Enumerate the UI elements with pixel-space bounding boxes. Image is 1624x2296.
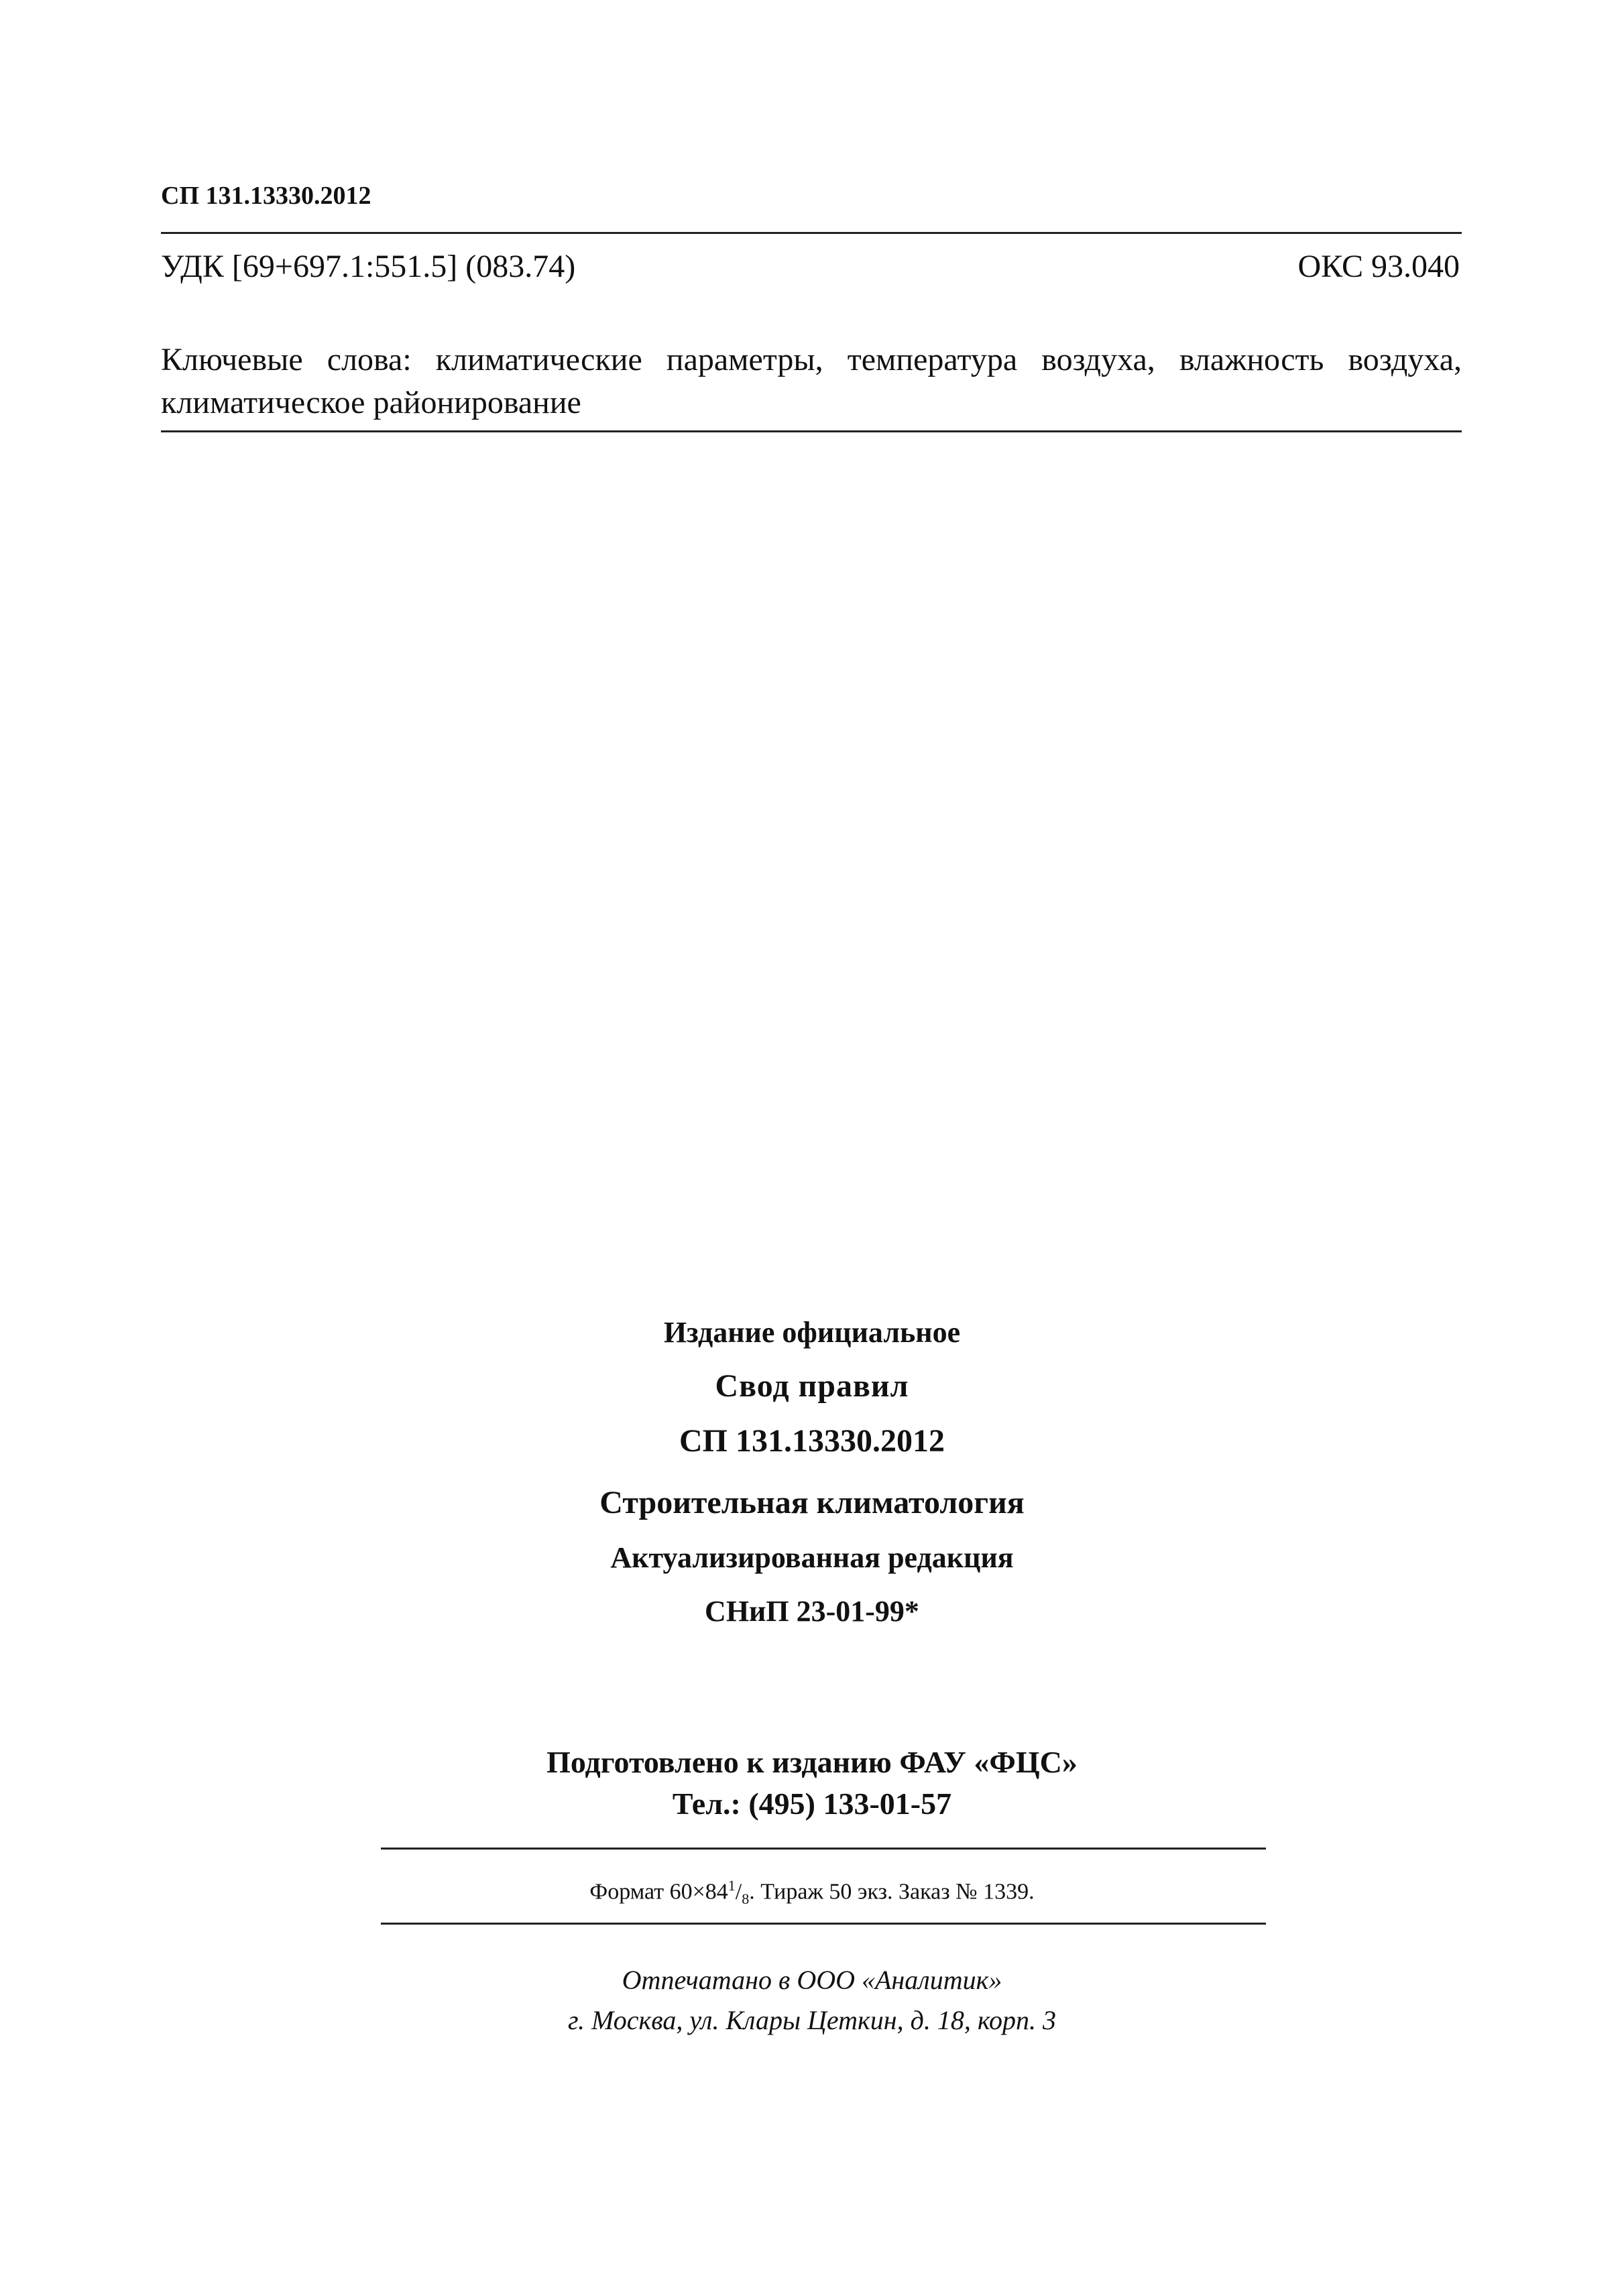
header-divider xyxy=(161,232,1462,234)
publisher-phone: Тел.: (495) 133-01-57 xyxy=(672,1787,952,1821)
udk-code: УДК [69+697.1:551.5] (083.74) xyxy=(161,249,576,284)
prepared-by: Подготовлено к изданию ФАУ «ФЦС» xyxy=(546,1745,1078,1779)
imprint-bottom-divider xyxy=(381,1923,1266,1925)
format-fraction-denominator: 8 xyxy=(742,1890,750,1908)
format-fraction-numerator: 1 xyxy=(728,1877,736,1894)
document-type: Свод правил xyxy=(715,1368,909,1404)
document-title: Строительная климатология xyxy=(599,1485,1025,1520)
document-code-header: СП 131.13330.2012 xyxy=(161,182,371,210)
keywords-paragraph: Ключевые слова: климатические параметры, температура воздуха, влажность воздуха, климатическое районирование xyxy=(161,342,1462,420)
format-prefix: Формат 60×84 xyxy=(589,1879,728,1905)
keywords-divider xyxy=(161,430,1462,432)
format-details: . Тираж 50 экз. Заказ № 1339. xyxy=(749,1879,1035,1905)
print-format-line: Формат $60\times 84^1/_8$. Тираж 50 экз. Заказ № 1339. xyxy=(589,1877,1035,1908)
official-edition-label: Издание официальное xyxy=(663,1316,961,1349)
printer-name: Отпечатано в ООО «Аналитик» xyxy=(622,1965,1002,1995)
revision-label: Актуализированная редакция xyxy=(610,1541,1014,1574)
printer-address: г. Москва, ул. Клары Цеткин, д. 18, корп. 3 xyxy=(567,2005,1057,2035)
oks-code: ОКС 93.040 xyxy=(1297,249,1460,284)
snip-code: СНиП 23-01-99* xyxy=(705,1595,919,1628)
document-code: СП 131.13330.2012 xyxy=(679,1423,945,1459)
imprint-top-divider xyxy=(381,1848,1266,1850)
